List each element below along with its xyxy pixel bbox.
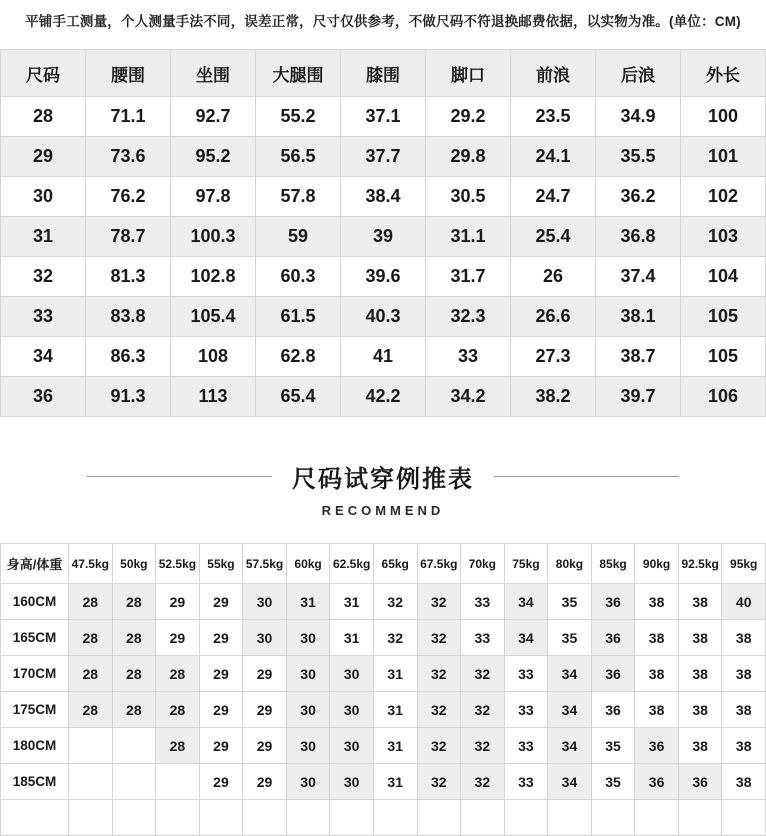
recommended-size-value: 32 (417, 656, 461, 692)
recommended-size-value: 35 (548, 620, 592, 656)
recommended-size-value: 34 (548, 764, 592, 800)
recommended-size-value: 30 (286, 620, 330, 656)
recommended-size-value: 30 (286, 692, 330, 728)
size-table-row (1, 297, 766, 337)
recommended-size-value: 30 (243, 584, 287, 620)
weight-column-header: 62.5kg (330, 544, 374, 584)
recommended-size-value: 33 (504, 728, 548, 764)
recommend-table-row (1, 656, 766, 692)
recommended-size-value: 38 (678, 620, 722, 656)
size-column-header: 大腿围 (256, 50, 341, 97)
empty-cell (112, 800, 156, 836)
recommend-table-row (1, 620, 766, 656)
height-row-header: 165CM (1, 620, 69, 656)
measurement-value: 34.9 (596, 97, 681, 137)
measurement-value: 61.5 (256, 297, 341, 337)
recommended-size-value: 28 (156, 692, 200, 728)
recommended-size-value: 38 (635, 656, 679, 692)
title-left-rule (87, 476, 272, 477)
recommended-size-value: 36 (635, 764, 679, 800)
height-row-header: 170CM (1, 656, 69, 692)
recommended-size-value: 32 (461, 728, 505, 764)
measurement-value: 39.6 (341, 257, 426, 297)
recommended-size-value: 31 (373, 656, 417, 692)
recommended-size-value: 29 (199, 728, 243, 764)
recommended-size-value: 36 (591, 620, 635, 656)
empty-cell (286, 800, 330, 836)
recommended-size-value: 32 (461, 656, 505, 692)
measurement-value: 78.7 (86, 217, 171, 257)
size-value: 31 (1, 217, 86, 257)
empty-cell (199, 800, 243, 836)
measurement-value: 23.5 (511, 97, 596, 137)
size-column-header: 膝围 (341, 50, 426, 97)
recommended-size-value: 38 (635, 584, 679, 620)
size-column-header: 尺码 (1, 50, 86, 97)
empty-cell (504, 800, 548, 836)
recommended-size-value: 32 (417, 620, 461, 656)
recommended-size-value: 38 (722, 764, 766, 800)
recommended-size-value: 28 (69, 584, 113, 620)
weight-column-header: 65kg (373, 544, 417, 584)
measurement-value: 24.7 (511, 177, 596, 217)
recommended-size-value: 28 (112, 692, 156, 728)
recommended-size-value: 28 (112, 656, 156, 692)
measurement-value: 65.4 (256, 377, 341, 417)
size-table-row (1, 257, 766, 297)
measurement-value: 38.1 (596, 297, 681, 337)
measurement-value: 35.5 (596, 137, 681, 177)
size-table-header-row (1, 50, 766, 97)
measurement-value: 56.5 (256, 137, 341, 177)
recommended-size-value: 36 (591, 692, 635, 728)
recommended-size-value: 33 (504, 764, 548, 800)
recommend-table (0, 543, 766, 836)
measurement-value: 101 (681, 137, 766, 177)
measurement-value: 29.2 (426, 97, 511, 137)
size-value: 33 (1, 297, 86, 337)
recommended-size-value: 29 (199, 584, 243, 620)
recommended-size-value: 38 (635, 620, 679, 656)
weight-column-header: 95kg (722, 544, 766, 584)
recommended-size-value: 29 (243, 728, 287, 764)
measurement-value: 103 (681, 217, 766, 257)
recommended-size-value: 29 (199, 692, 243, 728)
recommended-size-value: 31 (330, 584, 374, 620)
recommended-size-value: 31 (373, 692, 417, 728)
recommended-size-value: 30 (286, 728, 330, 764)
recommended-size-value: 28 (69, 656, 113, 692)
height-row-header: 180CM (1, 728, 69, 764)
recommended-size-value: 33 (461, 584, 505, 620)
recommended-size-value: 36 (678, 764, 722, 800)
recommended-size-value: 38 (678, 656, 722, 692)
measurement-value: 97.8 (171, 177, 256, 217)
weight-column-header: 57.5kg (243, 544, 287, 584)
recommended-size-value: 29 (243, 656, 287, 692)
size-value: 28 (1, 97, 86, 137)
recommended-size-value (69, 764, 113, 800)
measurement-value: 33 (426, 337, 511, 377)
recommended-size-value: 31 (330, 620, 374, 656)
recommended-size-value (112, 728, 156, 764)
measurement-value: 105.4 (171, 297, 256, 337)
measurement-value: 40.3 (341, 297, 426, 337)
measurement-value: 92.7 (171, 97, 256, 137)
recommended-size-value: 30 (330, 692, 374, 728)
recommended-size-value: 30 (330, 764, 374, 800)
recommended-size-value: 38 (678, 728, 722, 764)
recommended-size-value: 32 (373, 584, 417, 620)
recommended-size-value: 38 (678, 584, 722, 620)
recommended-size-value: 32 (417, 728, 461, 764)
measurement-value: 39.7 (596, 377, 681, 417)
recommended-size-value (69, 728, 113, 764)
measurement-value: 100 (681, 97, 766, 137)
measurement-value: 37.4 (596, 257, 681, 297)
recommended-size-value: 29 (156, 584, 200, 620)
recommended-size-value: 32 (461, 692, 505, 728)
weight-column-header: 60kg (286, 544, 330, 584)
measurement-value: 102 (681, 177, 766, 217)
measurement-value: 95.2 (171, 137, 256, 177)
measurement-value: 26.6 (511, 297, 596, 337)
recommended-size-value: 36 (635, 728, 679, 764)
title-right-rule (494, 476, 679, 477)
recommended-size-value: 30 (330, 656, 374, 692)
size-table-row (1, 337, 766, 377)
measurement-value: 105 (681, 297, 766, 337)
recommended-size-value: 33 (504, 692, 548, 728)
size-value: 34 (1, 337, 86, 377)
height-weight-corner-header: 身高/体重 (1, 544, 69, 584)
recommended-size-value: 35 (548, 584, 592, 620)
measurement-value: 73.6 (86, 137, 171, 177)
recommended-size-value: 38 (722, 692, 766, 728)
measurement-value: 83.8 (86, 297, 171, 337)
recommended-size-value: 34 (504, 620, 548, 656)
recommended-size-value: 32 (417, 692, 461, 728)
recommend-table-partial-row (1, 800, 766, 836)
recommended-size-value: 35 (591, 764, 635, 800)
recommended-size-value: 35 (591, 728, 635, 764)
recommend-title: 尺码试穿例推表 (292, 466, 474, 493)
recommend-table-row (1, 692, 766, 728)
weight-column-header: 85kg (591, 544, 635, 584)
recommended-size-value: 28 (156, 728, 200, 764)
height-row-header: 160CM (1, 584, 69, 620)
size-column-header: 坐围 (171, 50, 256, 97)
recommend-table-row (1, 764, 766, 800)
size-table-row (1, 97, 766, 137)
measurement-value: 31.1 (426, 217, 511, 257)
recommend-table-body (1, 584, 766, 836)
recommended-size-value: 28 (69, 692, 113, 728)
weight-column-header: 52.5kg (156, 544, 200, 584)
recommended-size-value: 33 (461, 620, 505, 656)
recommended-size-value: 38 (722, 656, 766, 692)
weight-column-header: 50kg (112, 544, 156, 584)
empty-cell (156, 800, 200, 836)
recommended-size-value: 34 (548, 728, 592, 764)
size-value: 36 (1, 377, 86, 417)
height-row-header: 175CM (1, 692, 69, 728)
measurement-value: 25.4 (511, 217, 596, 257)
recommend-table-row (1, 584, 766, 620)
recommended-size-value: 30 (243, 620, 287, 656)
recommend-subtitle: RECOMMEND (321, 503, 445, 518)
measurement-value: 57.8 (256, 177, 341, 217)
recommended-size-value: 34 (504, 584, 548, 620)
measurement-value: 104 (681, 257, 766, 297)
recommended-size-value (112, 764, 156, 800)
measurement-value: 38.2 (511, 377, 596, 417)
size-value: 29 (1, 137, 86, 177)
recommended-size-value: 29 (199, 620, 243, 656)
measurement-value: 37.1 (341, 97, 426, 137)
recommended-size-value: 38 (722, 728, 766, 764)
weight-column-header: 70kg (461, 544, 505, 584)
weight-column-header: 90kg (635, 544, 679, 584)
recommended-size-value: 28 (112, 584, 156, 620)
measurement-value: 86.3 (86, 337, 171, 377)
measurement-value: 71.1 (86, 97, 171, 137)
measurement-value: 102.8 (171, 257, 256, 297)
measurement-value: 59 (256, 217, 341, 257)
recommended-size-value: 28 (69, 620, 113, 656)
empty-cell (1, 800, 69, 836)
measurement-disclaimer: 平铺手工测量，个人测量手法不同，误差正常，尺寸仅供参考，不做尺码不符退换邮费依据，以实物为准。(单位：CM) (25, 14, 741, 29)
recommended-size-value: 32 (373, 620, 417, 656)
size-table-row (1, 217, 766, 257)
size-column-header: 外长 (681, 50, 766, 97)
measurement-value: 24.1 (511, 137, 596, 177)
size-value: 30 (1, 177, 86, 217)
measurement-value: 30.5 (426, 177, 511, 217)
empty-cell (330, 800, 374, 836)
recommended-size-value: 28 (156, 656, 200, 692)
recommended-size-value: 36 (591, 656, 635, 692)
recommended-size-value: 28 (112, 620, 156, 656)
size-value: 32 (1, 257, 86, 297)
recommended-size-value: 29 (243, 764, 287, 800)
measurement-value: 106 (681, 377, 766, 417)
empty-cell (548, 800, 592, 836)
recommended-size-value: 38 (635, 692, 679, 728)
size-column-header: 前浪 (511, 50, 596, 97)
recommended-size-value: 34 (548, 656, 592, 692)
recommended-size-value: 38 (678, 692, 722, 728)
size-table-body (1, 97, 766, 417)
empty-cell (417, 800, 461, 836)
recommended-size-value: 29 (156, 620, 200, 656)
recommended-size-value: 29 (199, 764, 243, 800)
recommended-size-value: 36 (591, 584, 635, 620)
measurement-value: 38.4 (341, 177, 426, 217)
size-column-header: 后浪 (596, 50, 681, 97)
recommend-table-header-row (1, 544, 766, 584)
size-measurement-table (0, 49, 766, 417)
recommended-size-value: 32 (417, 584, 461, 620)
measurement-value: 36.8 (596, 217, 681, 257)
recommended-size-value: 40 (722, 584, 766, 620)
measurement-value: 100.3 (171, 217, 256, 257)
size-table-row (1, 177, 766, 217)
measurement-value: 105 (681, 337, 766, 377)
recommended-size-value (156, 764, 200, 800)
recommended-size-value: 32 (461, 764, 505, 800)
empty-cell (678, 800, 722, 836)
recommended-size-value: 30 (286, 656, 330, 692)
recommended-size-value: 29 (199, 656, 243, 692)
empty-cell (243, 800, 287, 836)
measurement-value: 36.2 (596, 177, 681, 217)
weight-column-header: 47.5kg (69, 544, 113, 584)
weight-column-header: 92.5kg (678, 544, 722, 584)
recommended-size-value: 34 (548, 692, 592, 728)
empty-cell (373, 800, 417, 836)
recommended-size-value: 31 (373, 728, 417, 764)
size-table-row (1, 137, 766, 177)
measurement-value: 62.8 (256, 337, 341, 377)
recommended-size-value: 31 (373, 764, 417, 800)
measurement-value: 37.7 (341, 137, 426, 177)
recommended-size-value: 29 (243, 692, 287, 728)
measurement-value: 42.2 (341, 377, 426, 417)
empty-cell (461, 800, 505, 836)
measurement-value: 39 (341, 217, 426, 257)
recommend-table-row (1, 728, 766, 764)
recommended-size-value: 33 (504, 656, 548, 692)
measurement-value: 76.2 (86, 177, 171, 217)
measurement-value: 60.3 (256, 257, 341, 297)
recommended-size-value: 30 (286, 764, 330, 800)
size-table-row (1, 377, 766, 417)
empty-cell (591, 800, 635, 836)
measurement-value: 29.8 (426, 137, 511, 177)
measurement-value: 32.3 (426, 297, 511, 337)
recommended-size-value: 31 (286, 584, 330, 620)
size-column-header: 腰围 (86, 50, 171, 97)
measurement-value: 31.7 (426, 257, 511, 297)
measurement-value: 27.3 (511, 337, 596, 377)
recommended-size-value: 30 (330, 728, 374, 764)
empty-cell (69, 800, 113, 836)
height-row-header: 185CM (1, 764, 69, 800)
recommended-size-value: 32 (417, 764, 461, 800)
measurement-value: 34.2 (426, 377, 511, 417)
empty-cell (635, 800, 679, 836)
recommended-size-value: 38 (722, 620, 766, 656)
weight-column-header: 67.5kg (417, 544, 461, 584)
empty-cell (722, 800, 766, 836)
recommend-title-block (0, 459, 766, 494)
measurement-value: 108 (171, 337, 256, 377)
measurement-value: 26 (511, 257, 596, 297)
measurement-value: 91.3 (86, 377, 171, 417)
measurement-value: 55.2 (256, 97, 341, 137)
measurement-value: 38.7 (596, 337, 681, 377)
weight-column-header: 80kg (548, 544, 592, 584)
measurement-value: 41 (341, 337, 426, 377)
weight-column-header: 75kg (504, 544, 548, 584)
size-column-header: 脚口 (426, 50, 511, 97)
weight-column-header: 55kg (199, 544, 243, 584)
measurement-value: 113 (171, 377, 256, 417)
measurement-value: 81.3 (86, 257, 171, 297)
